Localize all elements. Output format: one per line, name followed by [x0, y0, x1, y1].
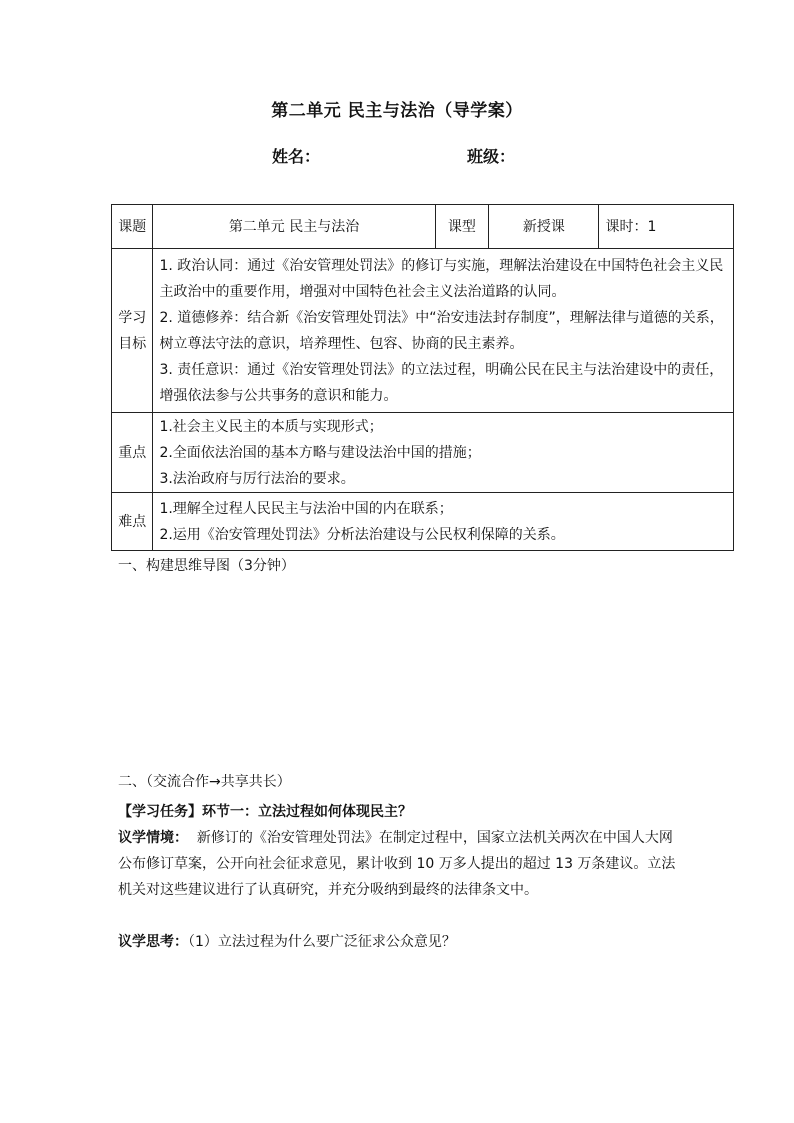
context-label: 议学情境： — [118, 830, 188, 846]
type-value: 新授课 — [489, 205, 599, 249]
task-heading — [118, 799, 678, 825]
difficulties-content — [153, 493, 734, 551]
difficulty-item: 2.运用《治安管理处罚法》分析法治建设与公民权利保障的关系。 — [159, 526, 565, 543]
task-question — [118, 929, 678, 955]
difficulties-row — [112, 493, 734, 551]
key-points-content — [153, 413, 734, 493]
key-points-label: 重点 — [112, 413, 153, 493]
hours-value: 课时：1 — [599, 205, 734, 249]
topic-value: 第二单元 民主与法治 — [153, 205, 435, 249]
section-one-heading: 一、构建思维导图（3分钟） — [118, 558, 295, 574]
key-points-row — [112, 413, 734, 493]
goal-item: 2. 道德修养：结合新《治安管理处罚法》中“治安违法封存制度”，理解法律与道德的关系，树立尊法守法的意识，培养理性、包容、协商的民主素养。 — [159, 309, 724, 352]
goals-label-line1: 学习 — [118, 309, 147, 326]
goal-item: 1. 政治认同：通过《治安管理处罚法》的修订与实施，理解法治建设在中国特色社会主义民主政治中的重要作用，增强对中国特色社会主义法治道路的认同。 — [159, 257, 724, 300]
lesson-plan-table — [111, 204, 734, 551]
header-row — [112, 205, 734, 249]
type-label: 课型 — [435, 205, 489, 249]
page-title: 第二单元 民主与法治（导学案） — [271, 101, 523, 121]
class-label: 班级： — [467, 147, 516, 166]
task-context — [118, 825, 678, 903]
name-label: 姓名： — [272, 147, 321, 166]
difficulties-label: 难点 — [112, 493, 153, 551]
topic-label: 课题 — [112, 205, 153, 249]
question-text: （1）立法过程为什么要广泛征求公众意见？ — [188, 934, 456, 950]
goals-label-line2: 目标 — [118, 335, 147, 352]
key-point-item: 1.社会主义民主的本质与实现形式； — [159, 418, 383, 435]
task-bracket: 【学习任务】 — [118, 804, 202, 820]
goals-content — [153, 249, 734, 413]
task-title: 环节一：立法过程如何体现民主？ — [202, 804, 412, 820]
question-label: 议学思考： — [118, 934, 188, 950]
key-point-item: 2.全面依法治国的基本方略与建设法治中国的措施； — [159, 444, 481, 461]
goal-item: 3. 责任意识：通过《治安管理处罚法》的立法过程，明确公民在民主与法治建设中的责任，增强依法参与公共事务的意识和能力。 — [159, 361, 724, 404]
goals-label — [112, 249, 153, 413]
section-two-heading: 二、（交流合作→共享共长） — [118, 774, 291, 790]
context-text: 新修订的《治安管理处罚法》在制定过程中，国家立法机关两次在中国人大网公布修订草案，公开向社会征求意见，累计收到 10 万多人提出的超过 13 万条建议。立法机关对这些建议进行了认真研究，并充分吸纳到最终的法律条文中。 — [118, 830, 676, 898]
difficulty-item: 1.理解全过程人民民主与法治中国的内在联系； — [159, 500, 453, 517]
key-point-item: 3.法治政府与厉行法治的要求。 — [159, 470, 355, 487]
goals-row — [112, 249, 734, 413]
